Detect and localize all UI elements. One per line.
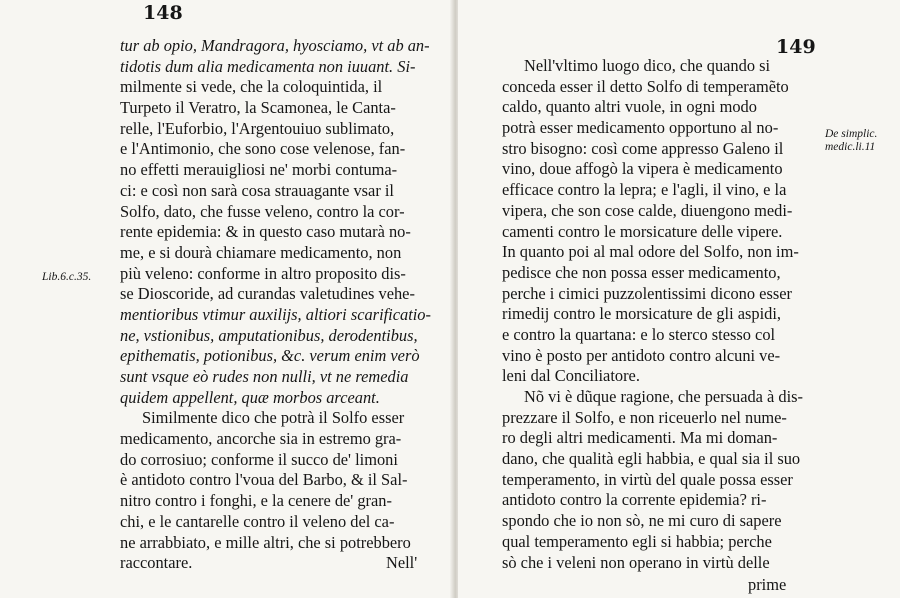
left-line: chi, e le cantarelle contro il veleno del ca- xyxy=(120,511,395,531)
left-line: relle, l'Euforbio, l'Argentouiuo sublimato, xyxy=(120,118,395,138)
right-line: Nell'vltimo luogo dico, che quando si xyxy=(524,56,771,75)
right-margin-note: De simplic. medic.li.11 xyxy=(825,128,878,153)
right-line: Nõ vi è dũque ragione, che persuada à dis- xyxy=(524,387,803,406)
left-line: no effetti merauigliosi ne' morbi contuma- xyxy=(120,160,398,180)
right-line: sò che i veleni non operano in virtù delle xyxy=(502,552,770,572)
right-line: dano, che qualità egli habbia, e qual sia il suo xyxy=(502,449,801,469)
left-line: è antidoto contro l'voua del Barbo, & il Sal- xyxy=(120,470,408,490)
right-line: vino è posto per antidoto contro alcuni ve- xyxy=(502,345,781,365)
left-line: me, e si dourà chiamare medicamento, non xyxy=(120,242,402,262)
right-line: rimedij contro le morsicature de gli aspidi, xyxy=(502,304,782,324)
right-line: perche i cimici puzzolentissimi dicono esser xyxy=(502,283,792,303)
left-line: medicamento, ancorche sia in estremo gra- xyxy=(120,429,402,449)
right-line: ro degli altri medicamenti. Ma mi doman- xyxy=(502,428,778,448)
right-line: caldo, quanto altri vuole, in ogni modo xyxy=(502,97,757,117)
left-text-block xyxy=(120,36,442,574)
right-line: vino, doue affogò la vipera è medicamento xyxy=(502,159,783,179)
left-page-number: 148 xyxy=(143,2,183,24)
left-line: mentioribus vtimur auxilijs, altiori scarificatio- xyxy=(120,304,431,324)
right-line: vipera, che son cose calde, diuengono medi- xyxy=(502,200,793,220)
right-text-block xyxy=(502,56,822,573)
left-line: ne, vstionibus, amputationibus, derodentibus, xyxy=(120,325,418,345)
left-line: più veleno: conforme in altro proposito dis- xyxy=(120,263,406,283)
left-line: Turpeto il Veratro, la Scamonea, le Canta- xyxy=(120,98,396,118)
left-line: raccontare. xyxy=(120,553,193,573)
left-line: ci: e così non sarà cosa strauagante vsar il xyxy=(120,180,394,200)
right-line: antidoto contro la corrente epidemia? ri- xyxy=(502,490,767,510)
right-line: conceda esser il detto Solfo di temperamẽto xyxy=(502,76,789,96)
left-margin-note: Lib.6.c.35. xyxy=(42,271,92,283)
right-line: camenti contro le morsicature delle vipere. xyxy=(502,221,783,241)
left-line: Solfo, dato, che fusse veleno, contro la cor- xyxy=(120,201,405,221)
left-line: rente epidemia: & in questo caso mutarà no- xyxy=(120,222,411,242)
left-line: sunt vsque eò rudes non nulli, vt ne remedia xyxy=(120,367,409,386)
right-line: potrà esser medicamento opportuno al no- xyxy=(502,118,779,138)
right-page-number: 149 xyxy=(776,36,816,58)
left-line: se Dioscoride, ad curandas valetudines vehe- xyxy=(120,284,415,304)
right-catchword: prime xyxy=(748,575,787,594)
left-line: tidotis dum alia medicamenta non iuuant. Si- xyxy=(120,56,416,76)
left-line: quidem appellent, quæ morbos arceant. xyxy=(120,387,380,407)
left-line: ne arrabbiato, e mille altri, che si potrebbero xyxy=(120,532,411,552)
left-line: Similmente dico che potrà il Solfo esser xyxy=(142,408,405,428)
left-line: nitro contro i fonghi, e la cenere de' gran- xyxy=(120,491,392,511)
left-catchword: Nell' xyxy=(386,553,418,572)
right-line: temperamento, in virtù del quale possa esser xyxy=(502,469,793,489)
right-line: e contro la quartana: e lo sterco stesso col xyxy=(502,324,776,344)
right-line: leni dal Conciliatore. xyxy=(502,366,640,386)
left-line: tur ab opio, Mandragora, hyosciamo, vt ab an- xyxy=(120,36,430,55)
left-line: do corrosiuo; conforme il succo de' limoni xyxy=(120,449,398,469)
left-line: epithematis, potionibus, &c. verum enim verò xyxy=(120,346,420,366)
left-line: e l'Antimonio, che sono cose velenose, fan- xyxy=(120,139,406,159)
left-line: milmente si vede, che la coloquintida, il xyxy=(120,77,383,97)
right-line: spondo che io non sò, ne mi curo di sapere xyxy=(502,511,782,531)
right-line: prezzare il Solfo, e non riceuerlo nel nume- xyxy=(502,407,787,427)
right-line: pedisce che non possa esser medicamento, xyxy=(502,262,781,282)
right-line: efficace contro la lepra; e l'agli, il vino, e la xyxy=(502,180,787,200)
right-line: stro bisogno: così come appresso Galeno il xyxy=(502,138,784,158)
right-line: qual temperamento egli si habbia; perche xyxy=(502,531,772,551)
right-line: In quanto poi al mal odore del Solfo, non im- xyxy=(502,242,799,262)
right-page xyxy=(458,0,900,598)
